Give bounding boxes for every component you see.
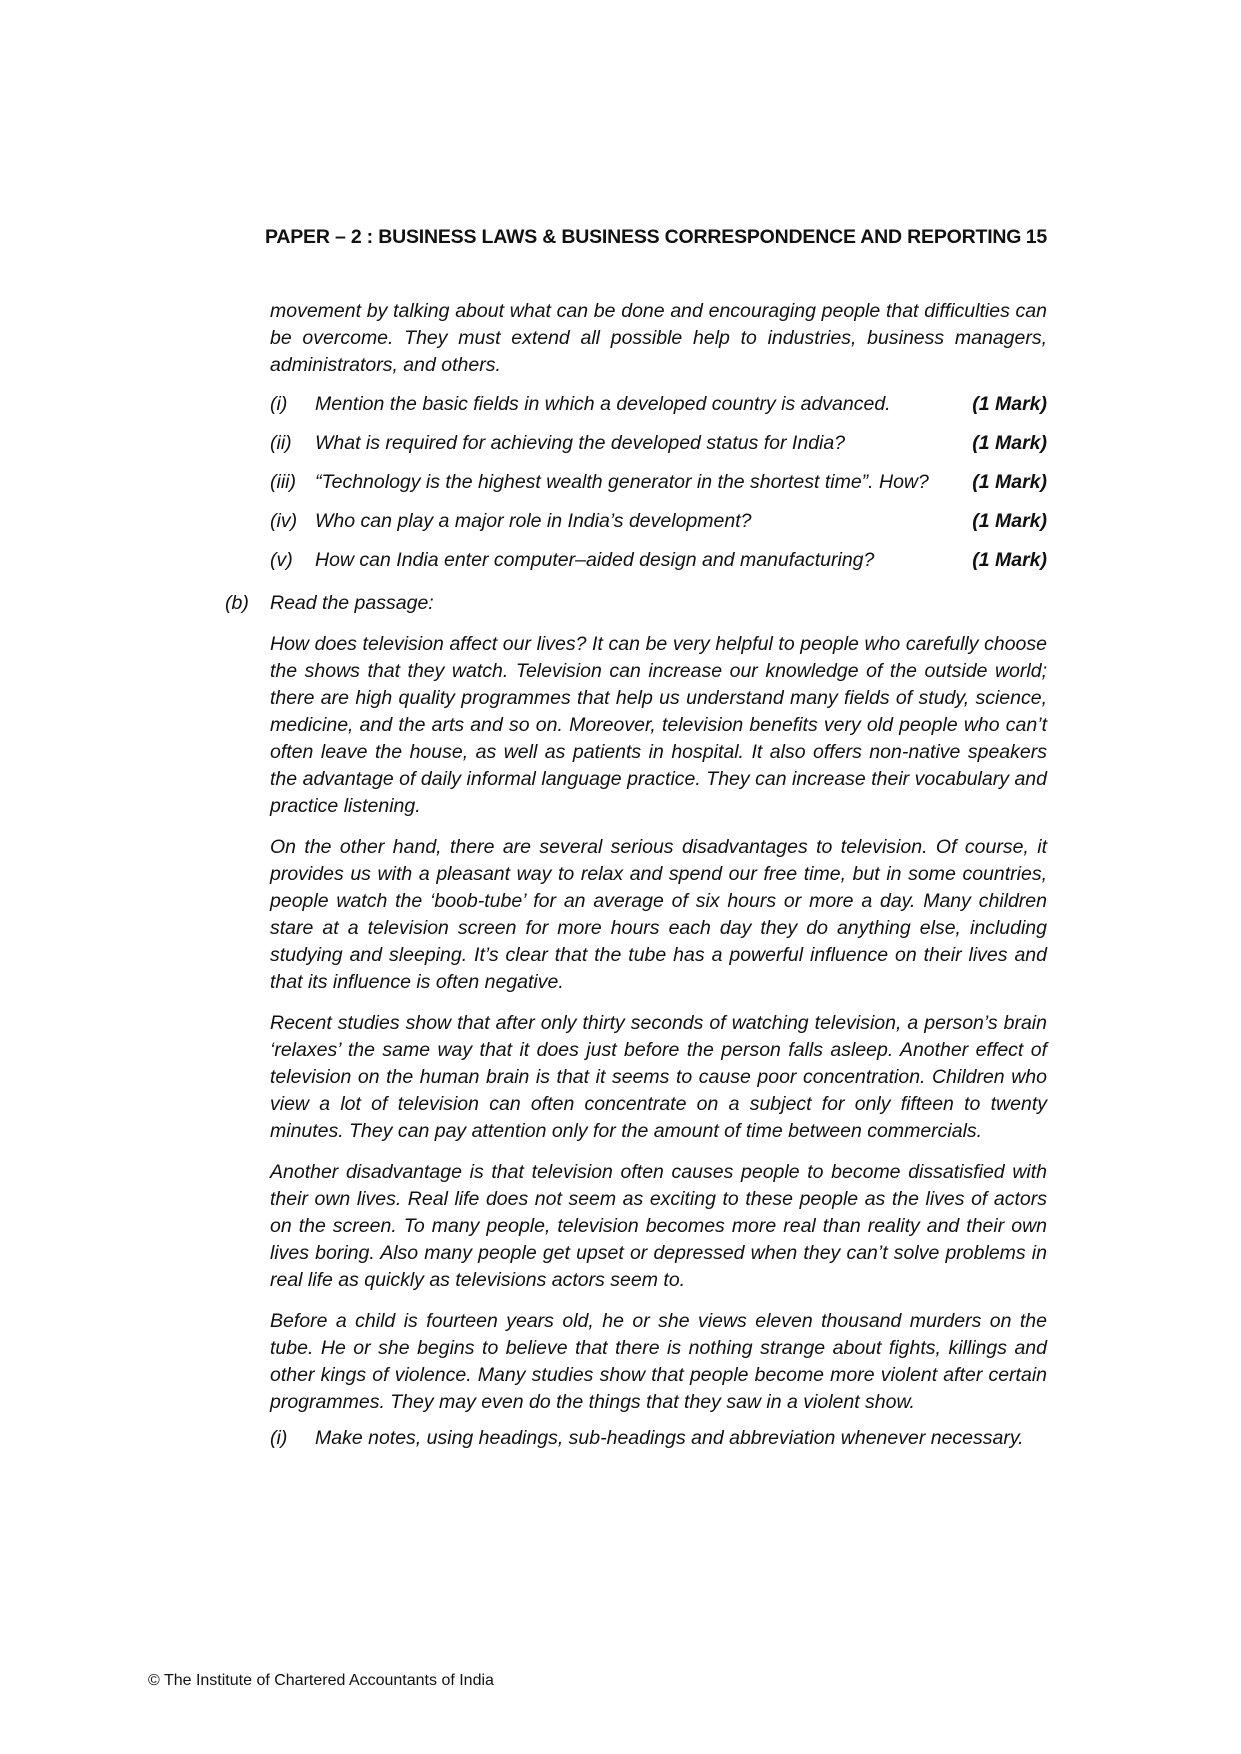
question-text: How can India enter computer–aided design and manufacturing? bbox=[315, 549, 875, 571]
question-mark: (1 Mark) bbox=[972, 393, 1047, 415]
question-row bbox=[270, 508, 1047, 547]
section-instruction: Read the passage: bbox=[270, 592, 434, 614]
question-text: Who can play a major role in India’s development? bbox=[315, 510, 752, 532]
question-number: (i) bbox=[270, 393, 288, 415]
question-number: (v) bbox=[270, 549, 293, 571]
question-list-a bbox=[270, 391, 1047, 586]
question-text: Make notes, using headings, sub-headings and abbreviation whenever necessary. bbox=[315, 1427, 1024, 1449]
question-text: What is required for achieving the developed status for India? bbox=[315, 432, 846, 454]
question-row bbox=[270, 391, 1047, 430]
question-mark: (1 Mark) bbox=[972, 549, 1047, 571]
question-number: (iv) bbox=[270, 510, 298, 532]
question-mark: (1 Mark) bbox=[972, 432, 1047, 454]
question-row bbox=[270, 1425, 1047, 1452]
page-number: 15 bbox=[1025, 226, 1047, 248]
passage-paragraph: How does television affect our lives? It can be very helpful to people who carefully choose the shows that they watch. Television can increase our knowledge of the outside world; there are high quality programmes that help us understand many fields of study, science, medicine, and the arts and so on. Moreover, television benefits very old people who can’t often leave the house, as well as patients in hospital. It also offers non-native speakers the advantage of daily informal language practice. They can increase their vocabulary and practice listening. bbox=[270, 633, 1047, 817]
section-b bbox=[225, 590, 1047, 1452]
footer-copyright: © The Institute of Chartered Accountants of India bbox=[148, 1672, 494, 1689]
question-text: Mention the basic fields in which a developed country is advanced. bbox=[315, 393, 891, 415]
passage-paragraph: On the other hand, there are several serious disadvantages to television. Of course, it provides us with a pleasant way to relax and spend our free time, but in some countries, people watch the ‘boob-tube’ for an average of six hours or more a day. Many children stare at a television screen for more hours each day they do anything else, including studying and sleeping. It’s clear that the tube has a powerful influence on their lives and that its influence is often negative. bbox=[270, 836, 1047, 993]
page-content bbox=[225, 298, 1047, 1452]
question-mark: (1 Mark) bbox=[972, 510, 1047, 532]
passage-paragraph: Another disadvantage is that television often causes people to become dissatisfied with their own lives. Real life does not seem as exciting to these people as the lives of actors on the screen. To many people, television becomes more real than reality and their own lives boring. Also many people get upset or depressed when they can’t solve problems in real life as quickly as televisions actors seem to. bbox=[270, 1161, 1047, 1291]
paper-title: PAPER – 2 : BUSINESS LAWS & BUSINESS CORRESPONDENCE AND REPORTING bbox=[265, 226, 1022, 248]
passage-paragraph: Before a child is fourteen years old, he or she views eleven thousand murders on the tube. He or she begins to believe that there is nothing strange about fights, killings and other kings of violence. Many studies show that people become more violent after certain programmes. They may even do the things that they saw in a violent show. bbox=[270, 1310, 1047, 1413]
question-row bbox=[270, 469, 1047, 508]
question-number: (i) bbox=[270, 1427, 288, 1449]
intro-paragraph: movement by talking about what can be done and encouraging people that difficulties can be overcome. They must extend all possible help to industries, business managers, administrators, and others. bbox=[270, 300, 1047, 376]
section-label: (b) bbox=[225, 592, 249, 614]
question-row bbox=[270, 430, 1047, 469]
passage-paragraph: Recent studies show that after only thirty seconds of watching television, a person’s brain ‘relaxes’ the same way that it does just before the person falls asleep. Another effect of television on the human brain is that it seems to cause poor concentration. Children who view a lot of television can often concentrate on a subject for only fifteen to twenty minutes. They can pay attention only for the amount of time between commercials. bbox=[270, 1012, 1047, 1142]
question-number: (ii) bbox=[270, 432, 292, 454]
question-text: “Technology is the highest wealth generator in the shortest time”. How? bbox=[315, 471, 929, 493]
question-number: (iii) bbox=[270, 471, 296, 493]
question-mark: (1 Mark) bbox=[972, 471, 1047, 493]
page-header bbox=[265, 226, 1047, 249]
question-row bbox=[270, 547, 1047, 586]
